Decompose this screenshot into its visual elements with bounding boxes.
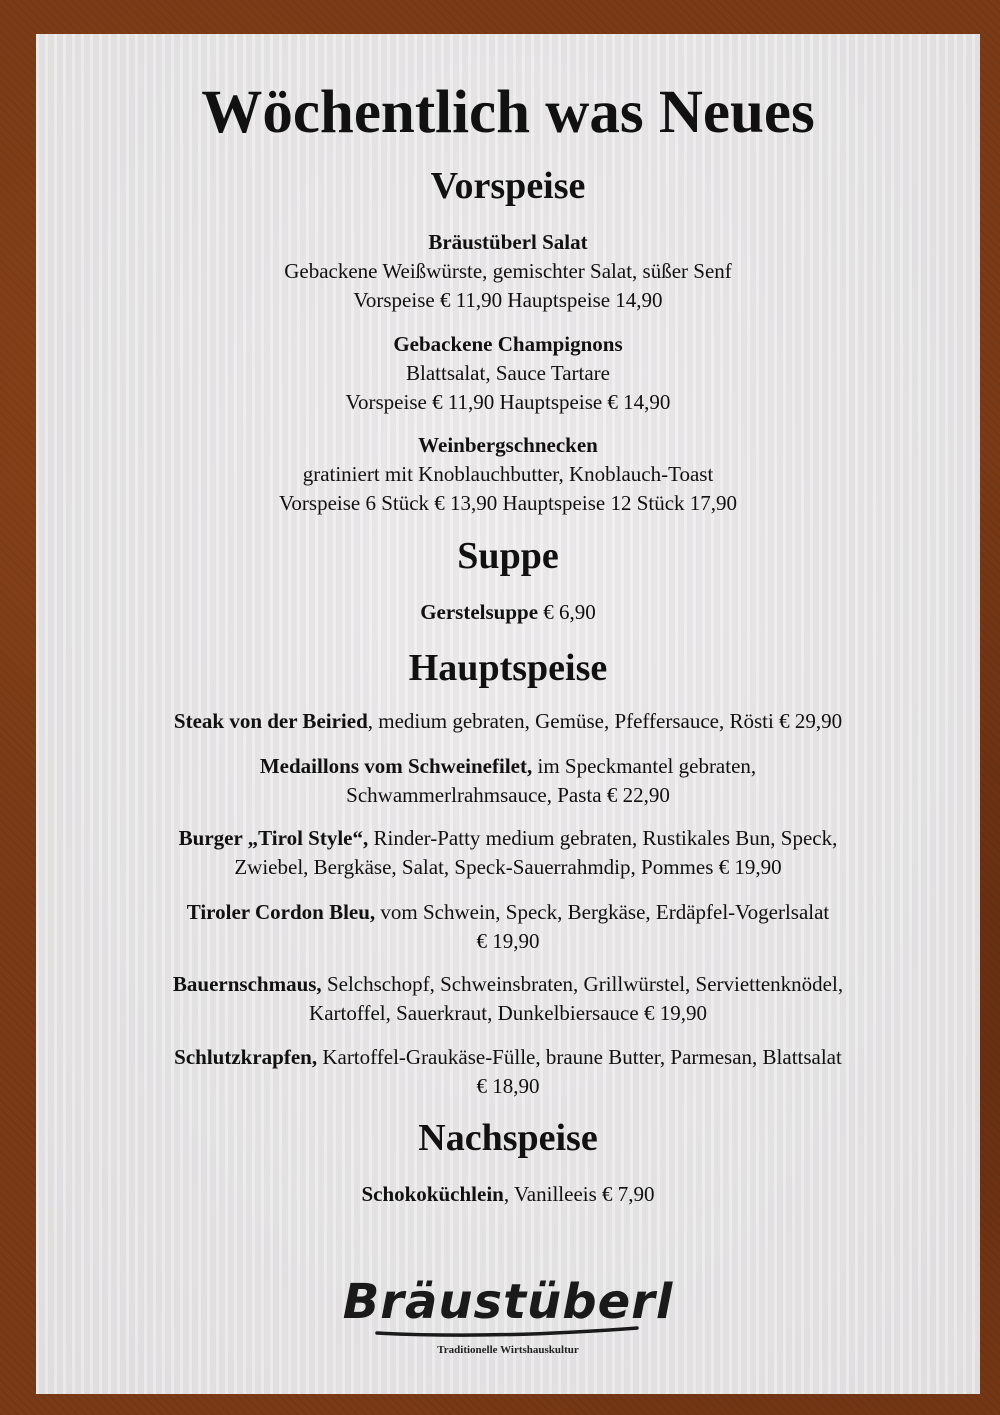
dish-name: Medaillons vom Schweinefilet, [259, 754, 533, 778]
menu-item [36, 1181, 980, 1207]
menu-sheet [36, 34, 980, 1394]
dish-description: Blattsalat, Sauce Tartare [406, 361, 610, 385]
menu-item [36, 753, 980, 779]
logo-tagline: Traditionelle Wirtshauskultur [437, 1344, 579, 1356]
dish-details: , Vanilleeis € 7,90 [503, 1182, 655, 1206]
dish-details-continued: Schwammerlrahmsauce, Pasta € 22,90 [346, 783, 670, 807]
logo [36, 1274, 980, 1356]
dish-price: Vorspeise € 11,90 Hauptspeise € 14,90 [345, 390, 671, 414]
dish-details: vom Schwein, Speck, Bergkäse, Erdäpfel-Vogerlsalat [375, 900, 830, 924]
dish-name: Burger „Tirol Style“, [178, 826, 369, 850]
logo-wordmark: Bräustüberl [342, 1274, 674, 1330]
dish-details-continued: € 18,90 [476, 1074, 540, 1098]
menu-item [36, 899, 980, 925]
menu-item [36, 708, 980, 734]
dish-price: Vorspeise 6 Stück € 13,90 Hauptspeise 12 Stück 17,90 [278, 491, 738, 515]
section-heading-vorspeise: Vorspeise [430, 165, 586, 207]
dish-details: Kartoffel-Graukäse-Fülle, braune Butter, Parmesan, Blattsalat [317, 1045, 842, 1069]
dish-details: Rinder-Patty medium gebraten, Rustikales Bun, Speck, [368, 826, 838, 850]
dish-details-continued: Zwiebel, Bergkäse, Salat, Speck-Sauerrahmdip, Pommes € 19,90 [234, 855, 782, 879]
menu-item [36, 825, 980, 851]
dish-name: Bauernschmaus, [172, 972, 322, 996]
dish-details: € 6,90 [538, 600, 596, 624]
section-heading-suppe: Suppe [457, 535, 559, 577]
dish-details-continued: € 19,90 [476, 929, 540, 953]
page-title: Wöchentlich was Neues [201, 79, 815, 146]
dish-name: Tiroler Cordon Bleu, [186, 900, 376, 924]
dish-name: Schlutzkrapfen, [174, 1045, 318, 1069]
dish-name: Gebackene Champignons [393, 332, 623, 356]
dish-name: Schokoküchlein [361, 1182, 504, 1206]
dish-description: gratiniert mit Knoblauchbutter, Knoblauch-Toast [302, 462, 714, 486]
dish-description: Gebackene Weißwürste, gemischter Salat, süßer Senf [284, 259, 732, 283]
dish-name: Gerstelsuppe [420, 600, 539, 624]
dish-price: Vorspeise € 11,90 Hauptspeise 14,90 [353, 288, 663, 312]
section-heading-hauptspeise: Hauptspeise [408, 647, 608, 689]
dish-details: Selchschopf, Schweinsbraten, Grillwürstel, Serviettenknödel, [321, 972, 844, 996]
dish-name: Weinbergschnecken [418, 433, 598, 457]
dish-name: Steak von der Beiried [173, 709, 368, 733]
menu-item [36, 1044, 980, 1070]
dish-details-continued: Kartoffel, Sauerkraut, Dunkelbiersauce € 19,90 [309, 1001, 707, 1025]
dish-details: im Speckmantel gebraten, [532, 754, 757, 778]
dish-details: , medium gebraten, Gemüse, Pfeffersauce, Rösti € 29,90 [367, 709, 843, 733]
section-heading-nachspeise: Nachspeise [418, 1117, 598, 1159]
menu-item [36, 599, 980, 625]
dish-name: Bräustüberl Salat [428, 230, 588, 254]
menu-item [36, 971, 980, 997]
